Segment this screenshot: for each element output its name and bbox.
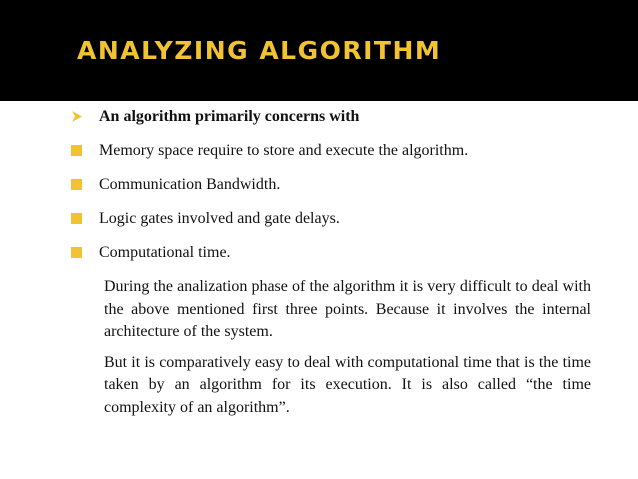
bullet-item	[71, 140, 591, 174]
bullet-text: Memory space require to store and execute the algorithm.	[99, 142, 469, 159]
bullet-text: Logic gates involved and gate delays.	[99, 210, 340, 227]
body-paragraph: But it is comparatively easy to deal with computational time that is the time taken by an algorithm for its execution. It is also called “the time complexity of an algorithm”.	[104, 353, 591, 416]
bullet-text: Computational time.	[99, 244, 231, 261]
square-bullet-icon	[71, 242, 99, 258]
bullet-item	[71, 174, 591, 208]
arrow-bullet-icon	[71, 106, 99, 123]
square-bullet-icon	[71, 174, 99, 190]
slide-title: ANALYZING ALGORITHM	[77, 36, 442, 65]
square-bullet-icon	[71, 208, 99, 224]
bullet-item	[71, 208, 591, 242]
body-paragraph: During the analization phase of the algorithm it is very difficult to deal with the above mentioned first three points. Because it involves the internal architecture of the system.	[104, 278, 591, 340]
square-bullet-icon	[71, 140, 99, 156]
bullet-item	[71, 106, 591, 140]
slide-content	[71, 106, 591, 427]
bullet-item	[71, 242, 591, 276]
bullet-text: An algorithm primarily concerns with	[99, 108, 360, 125]
bullet-text: Communication Bandwidth.	[99, 176, 281, 193]
title-band	[0, 0, 638, 101]
